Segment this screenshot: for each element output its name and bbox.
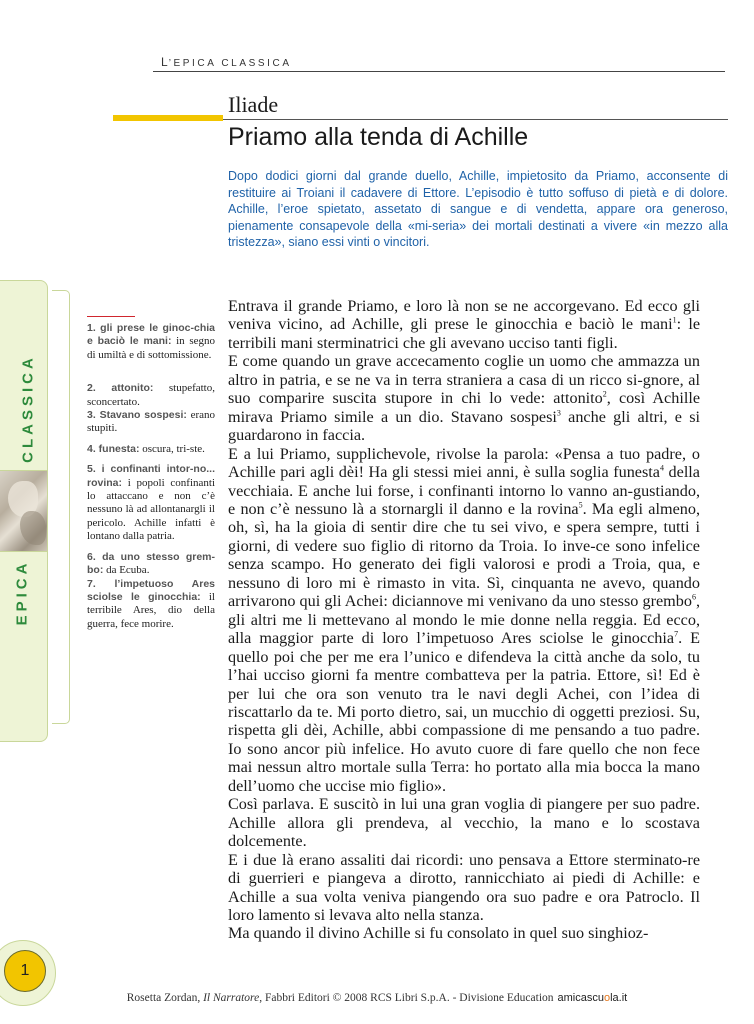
side-tab-outline [52, 290, 70, 724]
footnote [87, 551, 215, 578]
text-run: , gli altri me li mettevano al mondo le mie donne nella reggia. Ed ecco, alla maggior parte di loro l’impetuoso Ares sciolse le ginocchia [228, 592, 700, 648]
footnote-text: i popoli confinanti lo attaccano e non c’è nessuno là ad allontanargli il pericolo. Achille infatti è lontano dalla patria. [87, 476, 215, 543]
text-run: della vecchiaia. E anche lui forse, i confinanti intorno lo vanno an-gustiando, e non c’è nessuno là a stornargli il danno e la rovina [228, 463, 700, 518]
footnote-term: 5. i confinanti intor-no... rovina: [87, 463, 215, 489]
footnote-text: da Ecuba. [103, 564, 150, 577]
brand-part: la.it [610, 992, 628, 1004]
main-text [228, 297, 700, 943]
text-run: E a lui Priamo, supplichevole, rivolse la parola: «Pensa a tuo padre, o Achille pari agli dèi! Ha gli stessi miei anni, è sulla soglia funesta [228, 444, 700, 482]
text-run: E come quando un grave accecamento coglie un uomo che ammazza un altro in patria, e se ne va in terra straniera a casa di un ricco si-gnore, al suo comparire suscita stupore in chi lo vede: attonito [228, 352, 700, 408]
footnote [87, 443, 215, 456]
footnote-ref: 1 [672, 316, 677, 326]
text-run: . Ma egli almeno, oh, sì, ha la gioia di sentir dire che tu sei vivo, e spera sempre, tutti i giorni, di vedere suo figlio di ritorno da Troia. Io inve-ce sono infelice senza scampo. Ho generato dei figli valorosi e prodi a Troia, qua, e nessuno di loro mi è rimasto in vita. Sì, cinquanta ne avevo, quando arrivarono qui gli Achei: diciannove mi venivano da uno stesso grembo [228, 499, 700, 611]
footnote-term: 6. da uno stesso grem-bo: [87, 550, 215, 577]
footnote-text: erano stupiti. [87, 409, 215, 435]
footer-text: , Fabbri Editori © 2008 RCS Libri S.p.A. - Divisione Education [259, 992, 554, 1004]
text-run: : le terribili mani sterminatrici che gli avevano ucciso tanti figli. [228, 315, 700, 352]
footer-brand-logo[interactable] [558, 992, 628, 1004]
sculpture-shadow [20, 511, 46, 545]
text-run: . E quello poi che per me era l’unico e difendeva la città anche da solo, tu l’hai ucciso giorni fa mentre combatteva per la patria. Ettore, sì! Ed è per lui che ora son venuto tra le navi degli Achei, con l’idea di riscattarlo da te. Mi porto dietro, sai, un mucchio di oggetti preziosi. Su, rispetta gli dèi, Achille, abbi compassione di me pensando a tuo padre. Io sono ancor più infelice. Ho avuto cuore di fare quello che non fece mai nessun altro mortale sulla Terra: ho portato alla mia bocca la mano dell’uomo che uccise mio figlio». [228, 629, 701, 795]
footnote-term: 4. funesta: [87, 442, 140, 455]
chapter-title: Priamo alla tenda di Achille [228, 123, 529, 151]
footnote-ref: 3 [556, 408, 561, 418]
footnote [87, 322, 215, 362]
footnote [87, 409, 215, 436]
footnote-text: oscura, tri-ste. [139, 442, 205, 455]
footnote-term: 7. l’impetuoso Ares sciolse le ginocchia: [87, 577, 215, 603]
footer-text: Rosetta Zordan, [126, 992, 204, 1004]
footnote [87, 578, 215, 632]
body-paragraph [228, 352, 700, 444]
footnote-ref: 7 [674, 629, 679, 639]
footer-book-title: Il Narratore [203, 992, 260, 1004]
footnote-term: 3. Stavano sospesi: [87, 409, 187, 422]
running-head-initial: L [161, 55, 169, 69]
text-run: Entrava il grande Priamo, e loro là non se ne accorgevano. Ed ecco gli veniva vicino, ad Achille, gli prese le ginocchia e baciò le mani [228, 297, 700, 334]
footnote-term: 2. attonito: [87, 382, 154, 395]
body-paragraph: Ma quando il divino Achille si fu consolato in quel suo singhioz- [228, 924, 649, 943]
footnote-ref: 2 [602, 389, 607, 399]
side-tab-word-classica: CLASSICA [19, 354, 37, 463]
footer-credit [0, 992, 754, 1004]
footnote-ref: 4 [659, 463, 664, 473]
footnote [87, 463, 215, 543]
top-rule [153, 71, 725, 72]
footnote [87, 382, 215, 409]
text-run: , così Achille mirava Priamo simile a un dio. Stavano sospesi [228, 389, 701, 426]
body-paragraph: Così parlava. E suscitò in lui una gran voglia di piangere per suo padre. Achille allora gli prendeva, al vecchio, la mano e lo scostava dolcemente. [228, 795, 700, 851]
notes-rule [87, 316, 135, 317]
footnotes-column [87, 322, 215, 638]
page-number: 1 [4, 950, 46, 992]
work-title: Iliade [228, 92, 279, 117]
footnote-text: stupefatto, sconcertato. [87, 382, 215, 408]
footnote-term: 1. gli prese le ginoc-chia e baciò le mani: [87, 322, 215, 348]
running-head-rest: ’EPICA CLASSICA [168, 58, 292, 69]
footnote-text: il terribile Ares, dio della guerra, fece morire. [87, 590, 215, 630]
intro-paragraph: Dopo dodici giorni dal grande duello, Achille, impietosito da Priamo, acconsente di restituire ai Troiani il cadavere di Ettore. L’episodio è tutto soffuso di pietà e di dolore. Achille, l’eroe spietato, assetato di sangue e di vendetta, appare ora generoso, pienamente consapevole della «mi-seria» dei mortali destinati a vivere «in mezzo alla tristezza», siano essi vinti o vincitori. [228, 169, 728, 250]
brand-part: amicascu [557, 992, 604, 1004]
footnote-ref: 5 [578, 500, 583, 510]
side-tab-word-epica: EPICA [13, 559, 31, 626]
body-paragraph [228, 445, 700, 796]
body-paragraph: E i due là erano assaliti dai ricordi: uno pensava a Ettore sterminato-re di guerrieri e piangeva a dirotto, rannicchiato ai piedi di Achille: e Achille a sua volta veniva piangendo ora suo padre e ora Patroclo. Il loro lamento si levava alto nella stanza. [228, 850, 700, 924]
title-accent-bar [113, 115, 223, 121]
body-paragraph [228, 297, 700, 352]
title-rule [223, 119, 728, 120]
running-head [161, 55, 292, 69]
brand-accent: o [603, 992, 611, 1004]
sculpture-thumbnail-icon [0, 470, 47, 552]
text-run: anche gli altri, e si guardarono in faccia. [228, 407, 701, 445]
footnote-text: in segno di umiltà e di sottomissione. [87, 335, 215, 361]
footnote-ref: 6 [691, 592, 696, 602]
